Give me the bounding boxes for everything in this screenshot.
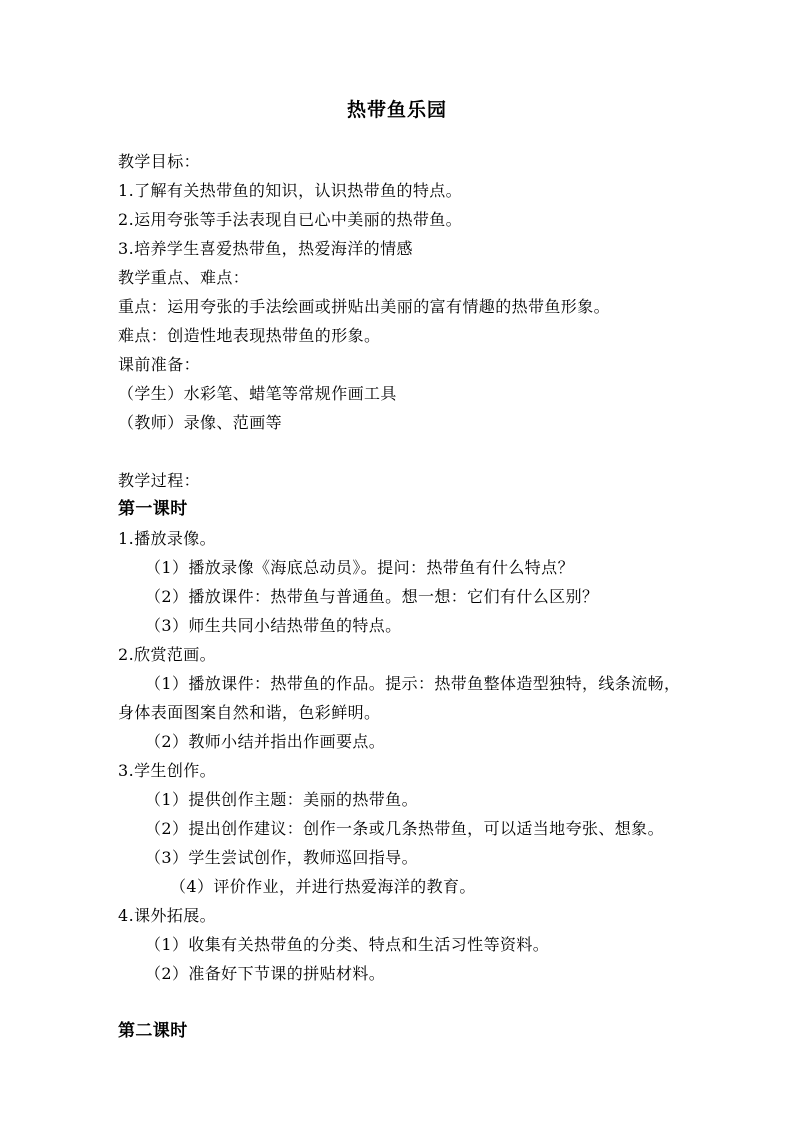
preparation-student: （学生）水彩笔、蜡笔等常规作画工具 <box>118 384 397 403</box>
goal-item: 3.培养学生喜爱热带鱼，热爱海洋的情感 <box>118 239 413 258</box>
step-three-item: （1）提供创作主题：美丽的热带鱼。 <box>145 790 418 809</box>
goals-heading: 教学目标： <box>118 152 201 171</box>
step-one-item: （2）播放课件：热带鱼与普通鱼。想一想：它们有什么区别？ <box>145 587 599 606</box>
difficult-point: 难点：创造性地表现热带鱼的形象。 <box>118 326 381 345</box>
goal-item: 1.了解有关热带鱼的知识，认识热带鱼的特点。 <box>118 181 463 200</box>
key-point: 重点：运用夸张的手法绘画或拼贴出美丽的富有情趣的热带鱼形象。 <box>118 297 611 316</box>
lesson-two-heading: 第二课时 <box>118 1021 188 1041</box>
preparation-heading: 课前准备： <box>118 355 201 374</box>
document-title: 热带鱼乐园 <box>346 99 447 121</box>
step-one-item: （1）播放录像《海底总动员》。提问：热带鱼有什么特点？ <box>145 558 574 577</box>
step-three-item: （3）学生尝试创作，教师巡回指导。 <box>145 848 418 867</box>
process-heading: 教学过程： <box>118 471 201 490</box>
step-two-item: （2）教师小结并指出作画要点。 <box>145 732 386 751</box>
step-three-heading: 3.学生创作。 <box>118 761 217 780</box>
document-body <box>118 147 683 1046</box>
step-one-heading: 1.播放录像。 <box>118 529 217 548</box>
step-three-item: （2）提出创作建议：创作一条或几条热带鱼，可以适当地夸张、想象。 <box>145 819 664 838</box>
step-four-item: （1）收集有关热带鱼的分类、特点和生活习性等资料。 <box>145 935 550 954</box>
step-two-heading: 2.欣赏范画。 <box>118 645 217 664</box>
lesson-one-heading: 第一课时 <box>118 499 188 519</box>
step-four-heading: 4.课外拓展。 <box>118 906 217 925</box>
spacer <box>118 437 683 466</box>
step-three-item: （4）评价作业，并进行热爱海洋的教育。 <box>170 877 476 896</box>
key-points-heading: 教学重点、难点： <box>118 268 250 287</box>
step-two-item: （1）播放课件：热带鱼的作品。提示：热带鱼整体造型独特，线条流畅，身体表面图案自然和谐，色彩鲜明。 <box>118 674 681 722</box>
goal-item: 2.运用夸张等手法表现自已心中美丽的热带鱼。 <box>118 210 463 229</box>
spacer <box>118 988 683 1017</box>
preparation-teacher: （教师）录像、范画等 <box>118 413 283 432</box>
step-one-item: （3）师生共同小结热带鱼的特点。 <box>145 616 402 635</box>
step-four-item: （2）准备好下节课的拼贴材料。 <box>145 964 386 983</box>
